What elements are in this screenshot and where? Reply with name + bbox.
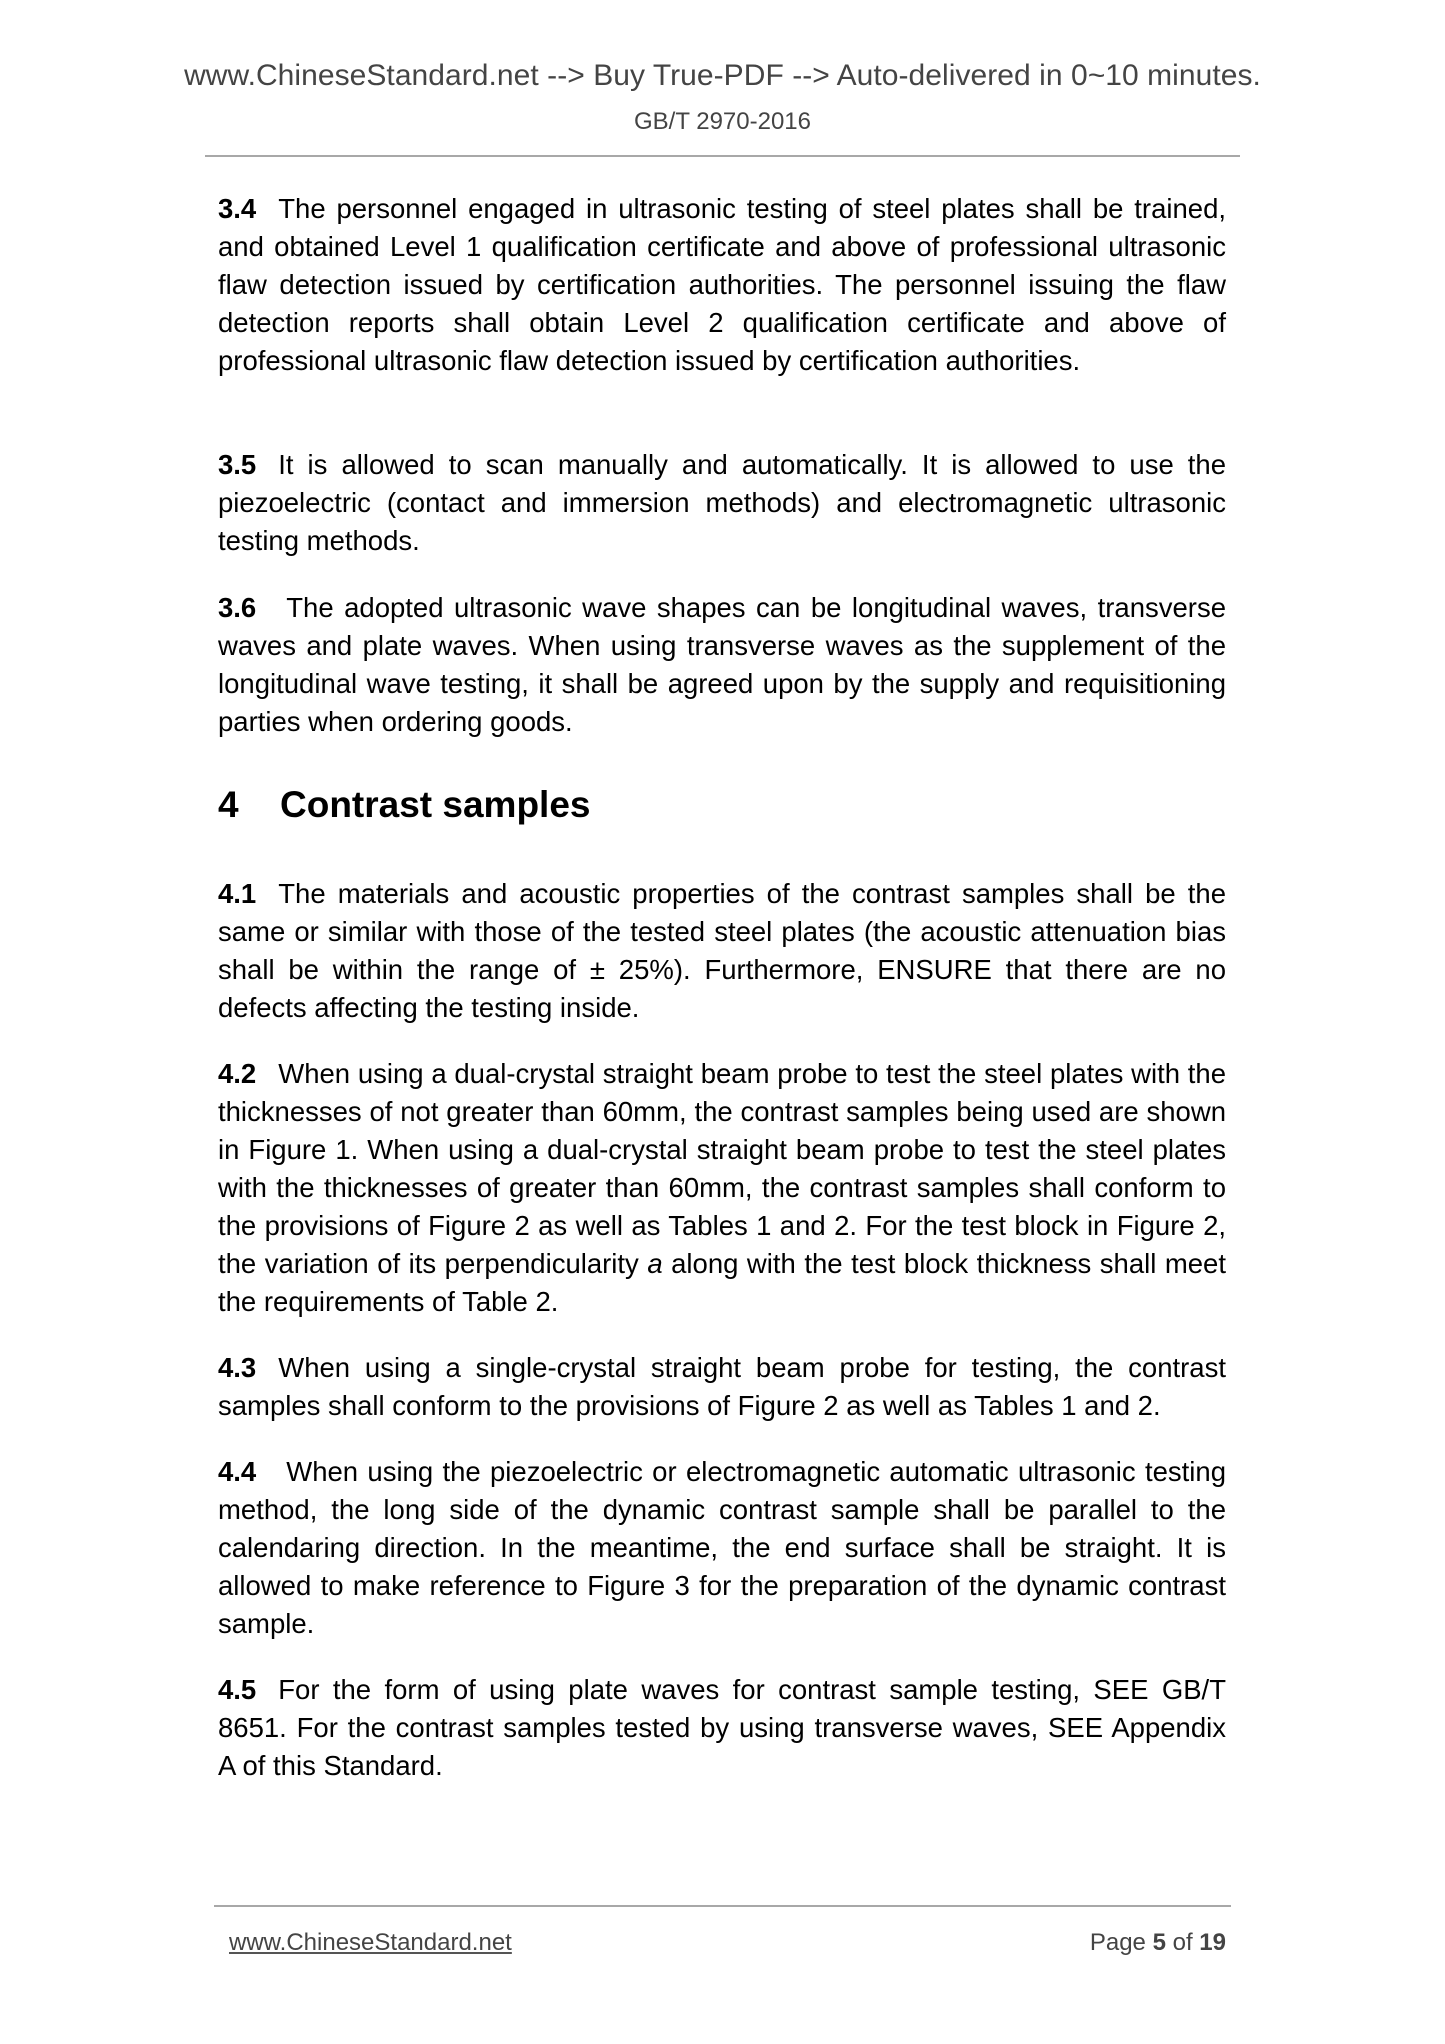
clause-text: For the form of using plate waves for contrast sample testing, SEE GB/T 8651. For the contrast samples tested by using transverse waves, SEE Appendix A of this Standard. (218, 1674, 1226, 1781)
clause-text: When using a single-crystal straight beam probe for testing, the contrast samples shall conform to the provisions of Figure 2 as well as Tables 1 and 2. (218, 1352, 1226, 1421)
clause-4-5 (218, 1671, 1226, 1785)
clause-3-4 (218, 190, 1226, 380)
clause-number: 3.4 (218, 193, 257, 224)
header-banner: www.ChineseStandard.net --> Buy True-PDF --> Auto-delivered in 0~10 minutes. (184, 59, 1261, 92)
clause-text: The adopted ultrasonic wave shapes can be longitudinal waves, transverse waves and plate waves. When using transverse waves as the supplement of the longitudinal wave testing, it shall be agreed upon by the supply and requisitioning parties when ordering goods. (218, 592, 1226, 737)
header-divider (205, 155, 1240, 157)
section-heading (218, 782, 591, 828)
clause-4-3 (218, 1349, 1226, 1425)
footer-divider (214, 1905, 1231, 1907)
clause-number: 4.3 (218, 1352, 257, 1383)
page-current: 5 (1152, 1929, 1166, 1956)
clause-4-2 (218, 1055, 1226, 1321)
page-indicator (1090, 1929, 1226, 1957)
section-title: Contrast samples (280, 784, 591, 825)
clause-number: 4.2 (218, 1058, 257, 1089)
clause-number: 3.6 (218, 592, 257, 623)
clause-number: 3.5 (218, 449, 257, 480)
clause-text: The materials and acoustic properties of the contrast samples shall be the same or similar with those of the tested steel plates (the acoustic attenuation bias shall be within the range of ± 25%). Furthermore, ENSURE that there are no defects affecting the testing inside. (218, 878, 1226, 1023)
document-number: GB/T 2970-2016 (633, 108, 811, 135)
footer-website-link[interactable]: www.ChineseStandard.net (229, 1929, 512, 1956)
clause-text: When using the piezoelectric or electromagnetic automatic ultrasonic testing method, the long side of the dynamic contrast sample shall be parallel to the calendaring direction. In the meantime, the end surface shall be straight. It is allowed to make reference to Figure 3 for the preparation of the dynamic contrast sample. (218, 1456, 1226, 1639)
clause-4-1 (218, 875, 1226, 1027)
clause-text: The personnel engaged in ultrasonic testing of steel plates shall be trained, and obtained Level 1 qualification certificate and above of professional ultrasonic flaw detection issued by certification authorities. The personnel issuing the flaw detection reports shall obtain Level 2 qualification certificate and above of professional ultrasonic flaw detection issued by certification authorities. (218, 193, 1226, 376)
clause-number: 4.5 (218, 1674, 257, 1705)
clause-number: 4.4 (218, 1456, 257, 1487)
clause-3-6 (218, 589, 1226, 741)
page-total: 19 (1199, 1929, 1226, 1956)
clause-text-cont: along with the test block thickness shall meet the requirements of Table 2. (218, 1248, 1226, 1317)
clause-3-5 (218, 446, 1226, 560)
clause-text: It is allowed to scan manually and automatically. It is allowed to use the piezoelectric (contact and immersion methods) and electromagnetic ultrasonic testing methods. (218, 449, 1226, 556)
clause-number: 4.1 (218, 878, 257, 909)
page-of: of (1172, 1929, 1193, 1956)
page-label: Page (1089, 1929, 1146, 1956)
variable-a: a (647, 1248, 663, 1279)
section-number: 4 (218, 784, 239, 825)
clause-4-4 (218, 1453, 1226, 1643)
clause-text: When using a dual-crystal straight beam probe to test the steel plates with the thicknesses of not greater than 60mm, the contrast samples being used are shown in Figure 1. When using a dual-crystal straight beam probe to test the steel plates with the thicknesses of greater than 60mm, the contrast samples shall conform to the provisions of Figure 2 as well as Tables 1 and 2. For the test block in Figure 2, the variation of its perpendicularity (218, 1058, 1226, 1279)
